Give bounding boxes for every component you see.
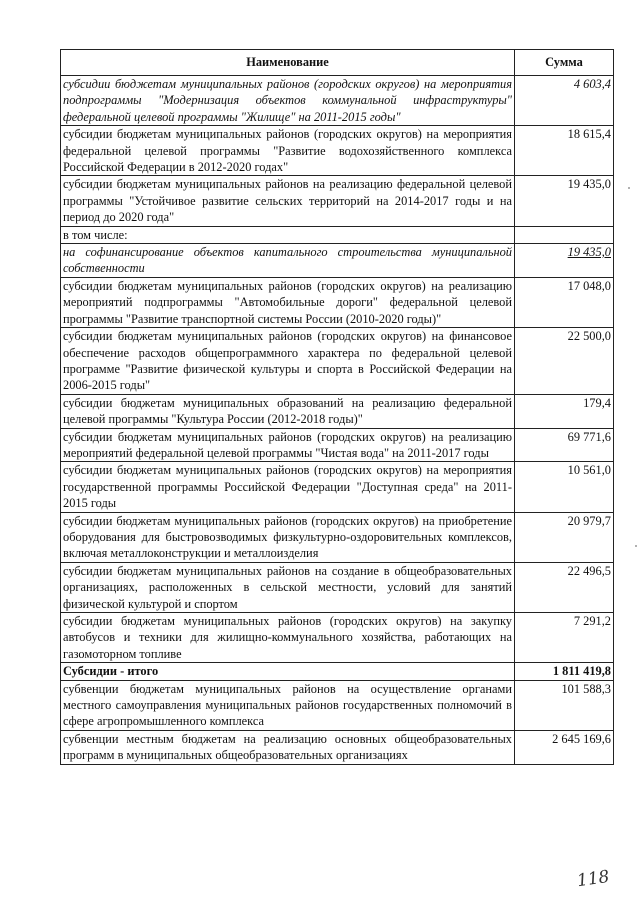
row-sum: 17 048,0: [515, 277, 614, 327]
row-sum: 7 291,2: [515, 613, 614, 663]
row-sum-value: 19 435,0: [567, 245, 611, 260]
row-name: субсидии бюджетам муниципальных районов (городских округов) на мероприятия подпрограммы "Модернизация объектов коммунальной инфраструктуры" федеральной целевой программы "Жилище" на 2011-2015 годы": [61, 76, 515, 126]
handwritten-page-number: 118: [575, 866, 611, 892]
table-row: [61, 462, 614, 512]
row-name: субсидии бюджетам муниципальных образований на реализацию федеральной целевой программы "Культура России (2012-2018 годы)": [61, 394, 515, 428]
row-name: субсидии бюджетам муниципальных районов (городских округов) на приобретение оборудования для быстровозводимых физкультурно-оздоровительных комплексов, включая металлоконструкции и металлоизделия: [61, 512, 515, 562]
budget-table: [60, 49, 614, 765]
row-name: субсидии бюджетам муниципальных районов (городских округов) на мероприятия государственной программы Российской Федерации "Доступная среда" на 2011-2015 годы: [61, 462, 515, 512]
row-sum: 22 500,0: [515, 328, 614, 395]
row-name: на софинансирование объектов капитального строительства муниципальной собственности: [61, 244, 515, 278]
row-sum: 101 588,3: [515, 680, 614, 730]
row-name: в том числе:: [61, 226, 515, 243]
table-row: [61, 244, 614, 278]
table-row: [61, 328, 614, 395]
table-row: [61, 394, 614, 428]
row-name: субсидии бюджетам муниципальных районов (городских округов) на реализацию мероприятий федеральной целевой программы "Чистая вода" на 2011-2017 годы: [61, 428, 515, 462]
table-row: [61, 512, 614, 562]
table-row: [61, 613, 614, 663]
subsidies-total-row: [61, 663, 614, 680]
row-sum: [515, 226, 614, 243]
table-row: [61, 428, 614, 462]
row-name: субсидии бюджетам муниципальных районов (городских округов) на реализацию мероприятий подпрограммы "Автомобильные дороги" федеральной целевой программы "Развитие транспортной системы России (2010-2020 годы)": [61, 277, 515, 327]
row-name: субсидии бюджетам муниципальных районов на создание в общеобразовательных организациях, расположенных в сельской местности, условий для занятий физической культурой и спортом: [61, 562, 515, 612]
total-label: Субсидии - итого: [61, 663, 515, 680]
table-row: [61, 277, 614, 327]
row-sum: 22 496,5: [515, 562, 614, 612]
row-name: субсидии бюджетам муниципальных районов (городских округов) на закупку автобусов и техники для жилищно-коммунального хозяйства, работающих на газомоторном топливе: [61, 613, 515, 663]
row-name: субсидии бюджетам муниципальных районов (городских округов) на финансовое обеспечение расходов общепрограммного характера по федеральной целевой программе "Развитие физической культуры и спорта в Российской Федерации на 2006-2015 годы": [61, 328, 515, 395]
scan-artifact: [635, 545, 637, 547]
row-name: субвенции местным бюджетам на реализацию основных общеобразовательных программ в муниципальных общеобразовательных организациях: [61, 730, 515, 764]
row-name: субсидии бюджетам муниципальных районов (городских округов) на мероприятия федеральной целевой программы "Развитие водохозяйственного комплекса Российской Федерации в 2012-2020 годах": [61, 126, 515, 176]
table-row: [61, 226, 614, 243]
row-sum: 179,4: [515, 394, 614, 428]
table-row: [61, 562, 614, 612]
row-sum: 20 979,7: [515, 512, 614, 562]
table-row: [61, 76, 614, 126]
table-row: [61, 730, 614, 764]
row-sum: 69 771,6: [515, 428, 614, 462]
row-sum: 4 603,4: [515, 76, 614, 126]
table-header-row: [61, 50, 614, 76]
row-sum: [515, 244, 614, 278]
row-sum: 10 561,0: [515, 462, 614, 512]
table-row: [61, 176, 614, 226]
row-sum: 2 645 169,6: [515, 730, 614, 764]
row-sum: 18 615,4: [515, 126, 614, 176]
row-name: субвенции бюджетам муниципальных районов на осуществление органами местного самоуправления муниципальных районов государственных полномочий в сфере агропромышленного комплекса: [61, 680, 515, 730]
row-sum: 19 435,0: [515, 176, 614, 226]
header-name: Наименование: [61, 50, 515, 76]
table-row: [61, 126, 614, 176]
table-row: [61, 680, 614, 730]
row-name: субсидии бюджетам муниципальных районов на реализацию федеральной целевой программы "Устойчивое развитие сельских территорий на 2014-2017 годы и на период до 2020 года": [61, 176, 515, 226]
total-sum: 1 811 419,8: [515, 663, 614, 680]
header-sum: Сумма: [515, 50, 614, 76]
scan-artifact: [628, 187, 630, 189]
